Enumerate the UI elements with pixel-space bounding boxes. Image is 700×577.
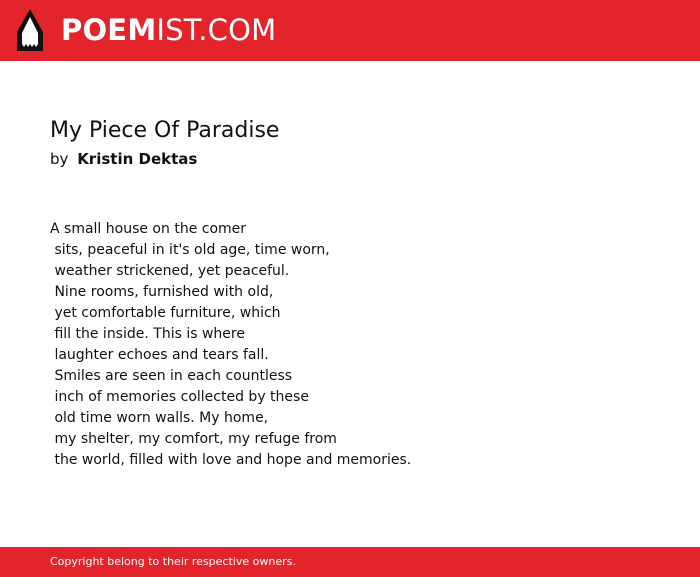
poem-body [50, 219, 670, 471]
brand-wordmark [61, 12, 277, 47]
poem-title: My Piece Of Paradise [50, 118, 280, 143]
author-link[interactable]: Kristin Dektas [77, 150, 198, 168]
poem-line: sits, peaceful in it's old age, time worn, [50, 242, 330, 258]
poem-line: Smiles are seen in each countless [50, 368, 293, 384]
site-logo-link[interactable] [17, 9, 276, 51]
site-footer [0, 547, 700, 577]
copyright-text: Copyright belong to their respective owners. [50, 555, 296, 568]
poem-line: inch of memories collected by these [50, 389, 309, 405]
poem-line: my shelter, my comfort, my refuge from [50, 431, 337, 447]
poem-line: the world, filled with love and hope and memories. [50, 452, 412, 468]
poem-line: weather strickened, yet peaceful. [50, 263, 290, 279]
poem-line: Nine rooms, furnished with old, [50, 284, 274, 300]
poem-line: old time worn walls. My home, [50, 410, 269, 426]
by-label: by [50, 150, 69, 168]
byline [50, 149, 197, 169]
poem-line: A small house on the comer [50, 221, 247, 237]
poem-line: laughter echoes and tears fall. [50, 347, 269, 363]
site-header [0, 0, 700, 61]
brand-strong: POEM [61, 12, 157, 47]
brand-light: IST.COM [156, 12, 277, 47]
pencil-icon [17, 9, 43, 51]
poem-line: yet comfortable furniture, which [50, 305, 281, 321]
poem-line: fill the inside. This is where [50, 326, 245, 342]
